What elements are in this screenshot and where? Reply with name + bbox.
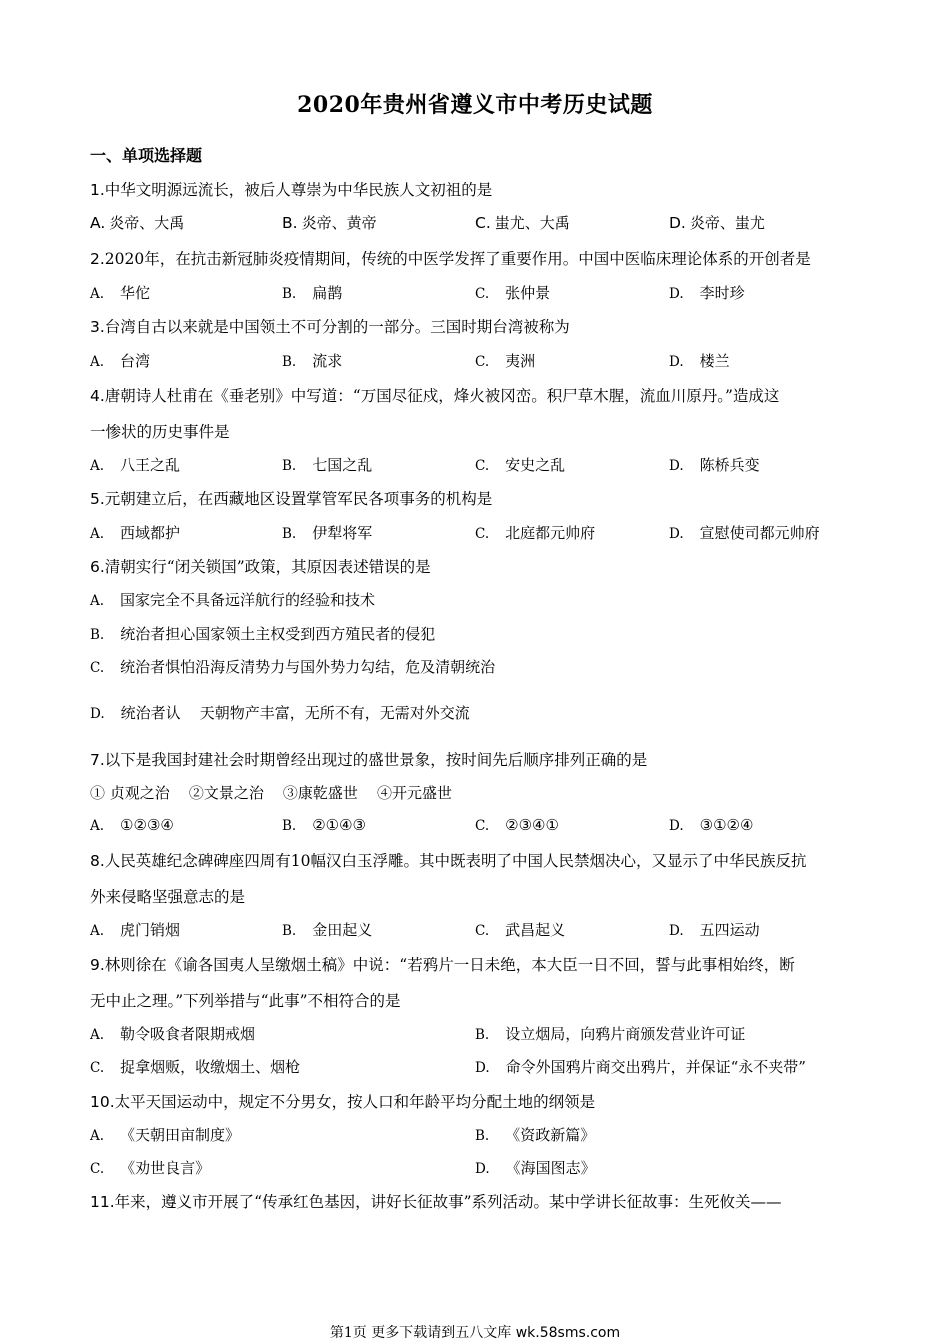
option-c[interactable]: C. 捉拿烟贩，收缴烟土、烟枪 <box>90 1058 301 1076</box>
option-d[interactable]: D. ③①②④ <box>669 816 754 834</box>
option-b[interactable]: B. 炎帝、黄帝 <box>282 214 377 232</box>
page-footer: 第1页 更多下载请到五八文库 wk.58sms.com <box>329 1325 621 1341</box>
option-c[interactable]: C. 统治者惧怕沿海反清势力与国外势力勾结，危及清朝统治 <box>90 658 496 676</box>
option-c[interactable]: C. 《劝世良言》 <box>90 1159 211 1177</box>
option-c[interactable]: C. 北庭都元帅府 <box>475 524 596 542</box>
option-a[interactable]: A. 勒令吸食者限期戒烟 <box>90 1025 256 1043</box>
question-4: 4.唐朝诗人杜甫在《垂老别》中写道：“万国尽征戍，烽火被冈峦。积尸草木腥，流血川原丹。”造成这 <box>90 387 780 405</box>
question-8-cont: 外来侵略坚强意志的是 <box>90 888 246 906</box>
option-a[interactable]: A. 西域都护 <box>90 524 181 542</box>
option-d[interactable]: D. 宣慰使司都元帅府 <box>669 524 820 542</box>
question-9: 9.林则徐在《谕各国夷人呈缴烟土稿》中说：“若鸦片一日未绝，本大臣一日不回，誓与此事相始终，断 <box>90 956 795 974</box>
site-link[interactable]: wk.58sms.com <box>515 1325 621 1341</box>
option-b[interactable]: B. 设立烟局，向鸦片商颁发营业许可证 <box>475 1025 746 1043</box>
option-b[interactable]: B. ②①④③ <box>282 816 367 834</box>
option-d[interactable]: D. 李时珍 <box>669 284 745 302</box>
question-2: 2.2020年，在抗击新冠肺炎疫情期间，传统的中医学发挥了重要作用。中国中医临床理论体系的开创者是 <box>90 250 811 268</box>
option-c[interactable]: C. 武昌起义 <box>475 921 566 939</box>
option-a[interactable]: A. 国家完全不具备远洋航行的经验和技术 <box>90 591 376 609</box>
section-heading: 一、单项选择题 <box>90 146 203 165</box>
option-c[interactable]: C. ②③④① <box>475 816 559 834</box>
option-b[interactable]: B. 统治者担心国家领土主权受到西方殖民者的侵犯 <box>90 625 436 643</box>
option-a[interactable]: A. 虎门销烟 <box>90 921 181 939</box>
question-7-items: ① 贞观之治 ②文景之治 ③康乾盛世 ④开元盛世 <box>90 784 452 802</box>
option-d[interactable]: D. 楼兰 <box>669 352 730 370</box>
option-d[interactable]: D. 《海国图志》 <box>475 1159 596 1177</box>
question-8: 8.人民英雄纪念碑碑座四周有10幅汉白玉浮雕。其中既表明了中国人民禁烟决心，又显示了中华民族反抗 <box>90 852 807 870</box>
option-b[interactable]: B. 七国之乱 <box>282 456 373 474</box>
question-3: 3.台湾自古以来就是中国领土不可分割的一部分。三国时期台湾被称为 <box>90 318 570 336</box>
option-a[interactable]: A. 八王之乱 <box>90 456 181 474</box>
page-title: 2020年贵州省遵义市中考历史试题 <box>297 92 653 118</box>
option-b[interactable]: B. 扁鹊 <box>282 284 343 302</box>
option-a[interactable]: A. 炎帝、大禹 <box>90 214 185 232</box>
option-d[interactable]: D. 陈桥兵变 <box>669 456 760 474</box>
option-c[interactable]: C. 蚩尤、大禹 <box>475 214 570 232</box>
option-b[interactable]: B. 《资政新篇》 <box>475 1126 596 1144</box>
question-9-cont: 无中止之理。”下列举措与“此事”不相符合的是 <box>90 992 401 1010</box>
question-10: 10.太平天国运动中，规定不分男女，按人口和年龄平均分配土地的纲领是 <box>90 1093 596 1111</box>
question-5: 5.元朝建立后，在西藏地区设置掌管军民各项事务的机构是 <box>90 490 493 508</box>
option-c[interactable]: C. 夷洲 <box>475 352 536 370</box>
question-6: 6.清朝实行“闭关锁国”政策，其原因表述错误的是 <box>90 558 431 576</box>
option-a[interactable]: A. 《天朝田亩制度》 <box>90 1126 241 1144</box>
question-11: 11.年来，遵义市开展了“传承红色基因，讲好长征故事”系列活动。某中学讲长征故事：生死攸关—— <box>90 1193 782 1211</box>
option-b[interactable]: B. 金田起义 <box>282 921 373 939</box>
question-1: 1.中华文明源远流长，被后人尊崇为中华民族人文初祖的是 <box>90 181 493 199</box>
option-d[interactable]: D. 命令外国鸦片商交出鸦片，并保证“永不夹带” <box>475 1058 806 1076</box>
option-a[interactable]: A. ①②③④ <box>90 816 174 834</box>
question-7: 7.以下是我国封建社会时期曾经出现过的盛世景象，按时间先后顺序排列正确的是 <box>90 751 648 769</box>
option-a[interactable]: A. 台湾 <box>90 352 151 370</box>
option-d[interactable]: D. 统治者认 天朝物产丰富，无所不有，无需对外交流 <box>90 704 470 722</box>
option-a[interactable]: A. 华佗 <box>90 284 151 302</box>
option-d[interactable]: D. 炎帝、蚩尤 <box>669 214 765 232</box>
option-c[interactable]: C. 张仲景 <box>475 284 551 302</box>
option-d[interactable]: D. 五四运动 <box>669 921 760 939</box>
option-b[interactable]: B. 流求 <box>282 352 343 370</box>
question-4-cont: 一惨状的历史事件是 <box>90 423 230 441</box>
option-c[interactable]: C. 安史之乱 <box>475 456 566 474</box>
option-b[interactable]: B. 伊犁将军 <box>282 524 373 542</box>
